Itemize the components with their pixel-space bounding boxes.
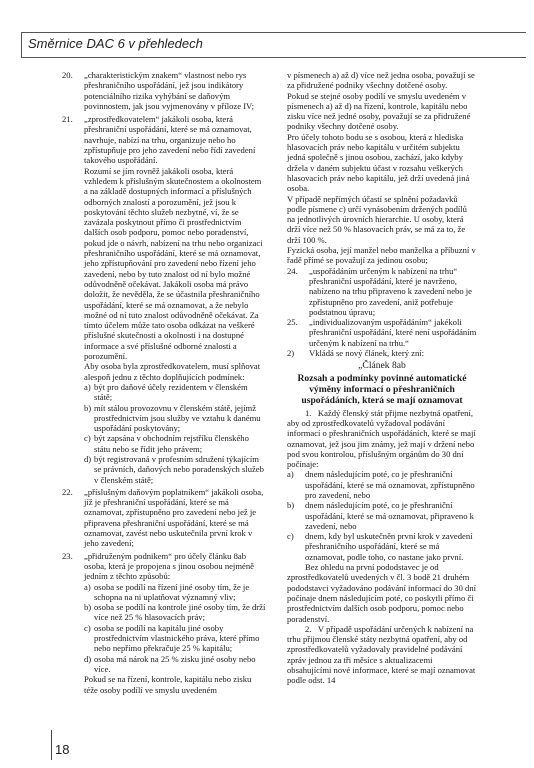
item-paragraph: Rozumí se jím rovněž jakákoli osoba, která vzhledem k příslušným skutečnostem a okolnostem a na základě dostupných informací a příslušných odborných znalostí a porozumění, jež jsou k poskytování těchto služeb nezbytné, ví, že se zavázala poskytnout přímo či prostřednictvím dalších osob podporu, pomoc nebo poradenství, pokud jde o návrh, nabízení na trhu nebo organizaci přeshraničního uspořádání, které se má oznamovat, jeho zpřístupňování pro zavedení nebo řízení jeho zavedení, nebo by tuto znalost od ní bylo možné odůvodněně očekávat. Jakákoli osoba má právo doložit, že nevěděla, že se účastnila přeshraničního uspořádání, které se má oznamovat, a že nebylo možné od ní tuto znalost odůvodněně očekávat. Za tímto účelem může tato osoba odkázat na veškeré příslušné skutečnosti a okolnosti i na dostupné informace a své příslušné odborné znalosti a porozumění.: [84, 165, 263, 362]
sub-letter: d): [84, 653, 92, 664]
item-paragraph: Pokud se na řízení, kontrole, kapitálu nebo zisku téže osoby podílí ve smyslu uvedeném: [84, 674, 252, 695]
paragraph-number: 2.: [305, 623, 312, 634]
sub-letter: c): [84, 433, 91, 444]
link-c: [84, 623, 266, 654]
paragraph: Bez ohledu na první pododstavec je od zprostředkovatelů uvedených v čl. 3 bodě 21 druhém pododstavci vyžadováno podávání informací do 30 dní počínaje dnem následujícím poté, co poskytli přímo či prostřednictvím dalších osob podporu, pomoc nebo poradenství.: [287, 562, 477, 624]
sub-letter: c): [84, 622, 91, 633]
sub-letter: c): [287, 531, 294, 542]
item-number: 2): [287, 348, 295, 359]
sub-text: osoba se podílí na kontrole jiné osoby tím, že drží více než 25 % hlasovacích práv;: [94, 602, 266, 623]
right-column: [287, 70, 477, 686]
sub-letter: a): [287, 469, 294, 480]
sub-text: osoba se podílí na řízení jiné osoby tím, že je schopna na ni uplatňovat významný vliv;: [94, 581, 250, 602]
paragraph: Fyzická osoba, její manžel nebo manželka a příbuzní v řadě přímé se považují za jedinou osobu;: [287, 245, 476, 266]
item-paragraph: Aby osoba byla zprostředkovatelem, musí splňovat alespoň jednu z těchto doplňujících podmínek:: [84, 361, 261, 382]
sub-letter: a): [84, 581, 91, 592]
item-text: „uspořádáním určeným k nabízení na trhu“ přeshraniční uspořádání, které je navrženo, nabízeno na trhu připraveno k zavedení nebo je zpřístupněno pro zavedení, aniž potřebuje podstatnou úpravu;: [309, 265, 472, 317]
sub-letter: b): [287, 500, 295, 511]
deadline-b: [287, 500, 477, 531]
item-number: 20.: [62, 70, 73, 80]
link-a: [84, 582, 266, 603]
condition-d: [84, 454, 266, 485]
link-b: [84, 602, 266, 623]
paragraph-number: 1.: [305, 407, 312, 418]
item-number: 23.: [62, 550, 73, 561]
article-title: Rozsah a podmínky povinné automatické výměny informací o přeshraničních uspořádáních, která se mají oznamovat: [297, 372, 467, 406]
sub-text: být zapsána v obchodním rejstříku členského státu nebo se řídit jeho právem;: [94, 433, 249, 454]
deadline-a: [287, 469, 477, 500]
page-number-rule: [51, 730, 52, 760]
item-number: 22.: [62, 486, 73, 497]
definition-item-22: [62, 487, 266, 549]
condition-a: [84, 382, 266, 403]
article-paragraph-1: [287, 408, 477, 470]
sub-letter: b): [84, 402, 92, 413]
sub-letter: b): [84, 602, 92, 613]
sub-text: dnem následujícím poté, co je přeshraniční uspořádání, které se má oznamovat, zpřístupněno pro zavedení, nebo: [305, 469, 475, 500]
sub-text: osoba se podílí na kapitálu jiné osoby prostřednictvím vlastnického práva, které přímo nebo nepřímo překračuje 25 % kapitálu;: [94, 622, 260, 654]
paragraph: V případě nepřímých účastí se splnění požadavků podle písmene c) určí vynásobením držených podílů na jednotlivých úrovních hierarchie. U osoby, která drží více než 50 % hlasovacích práv, se má za to, že drží 100 %.: [287, 193, 467, 245]
definition-item-23: [62, 551, 266, 695]
condition-b: [84, 403, 266, 434]
condition-c: [84, 433, 266, 454]
item-text: „příslušným daňovým poplatníkem“ jakákoli osoba, jíž je přeshraniční uspořádání, které se má oznamovat, zpřístupněno pro zavedení nebo jež je připravena přeshraniční uspořádání, které se má oznamovat, zavést nebo uskutečnila první krok v jeho zavedení;: [84, 486, 264, 549]
running-header-title: Směrnice DAC 6 v přehledech: [28, 36, 203, 51]
definition-item-21: [62, 114, 266, 485]
sub-text: dnem následujícím poté, co je přeshraniční uspořádání, které se má oznamovat, připraveno k zavedení, nebo: [305, 500, 474, 531]
paragraph-text: Každý členský stát přijme nezbytná opatření, aby od zprostředkovatelů vyžadoval podávání informací o přeshraničních uspořádáních, které se mají oznamovat, jež jsou jim známy, jež mají v držení nebo pod svou kontrolou, příslušným orgánům do 30 dní počínaje:: [287, 407, 476, 470]
sub-text: být pro daňové účely rezidentem v členském státě;: [94, 381, 248, 403]
definition-item-25: [287, 317, 477, 348]
item-text: Vkládá se nový článek, který zní:: [309, 348, 425, 359]
sub-text: být registrovaná v profesním sdružení týkajícím se právních, daňových nebo poradenských služeb v členském státě;: [94, 453, 264, 485]
item-text: „individualizovaným uspořádáním“ jakékoli přeshraniční uspořádání, které není uspořádáním určeným k nabízení na trhu.“: [309, 317, 477, 348]
item-text: „přidruženým podnikem“ pro účely článku 8ab osoba, která je propojena s jinou osobou nejméně jedním z těchto způsobů:: [84, 550, 254, 582]
sub-text: mít stálou provozovnu v členském státě, jejímž prostřednictvím jsou služby ve vztahu k danému uspořádání poskytovány;: [94, 402, 261, 434]
item-text: „charakteristickým znakem“ vlastnost nebo rys přeshraničního uspořádání, jež jsou indikátory potenciálního rizika vyhýbání se daňovým povinnostem, jak jsou vyjmenovány v příloze IV;: [84, 70, 255, 111]
page-number: 18: [55, 742, 70, 757]
definition-item-20: [62, 70, 266, 111]
sub-text: dnem, kdy byl uskutečněn první krok v zavedení přeshraničního uspořádání, které se má oznamovat, podle toho, co nastane jako první.: [305, 531, 473, 562]
amendment-point-2: [287, 348, 477, 358]
sub-text: osoba má nárok na 25 % zisku jiné osoby nebo více.: [94, 653, 256, 674]
definition-item-24: [287, 266, 477, 317]
item-text: „zprostředkovatelem“ jakákoli osoba, která přeshraniční uspořádání, které se má oznamovat, navrhuje, nabízí na trhu, organizuje nebo ho zpřístupňuje pro jeho zavedení nebo řídí zavedení takového uspořádání.: [84, 114, 256, 166]
article-label: „Článek 8ab: [358, 360, 406, 372]
article-paragraph-2: [287, 624, 477, 686]
link-d: [84, 654, 266, 675]
sub-letter: d): [84, 453, 92, 464]
item-number: 24.: [287, 265, 298, 276]
paragraph-text: V případě uspořádání určených k nabízení na trhu přijmou členské státy nezbytná opatření, aby od zprostředkovatelů vyžadovaly pravidelné podávání zpráv jednou za tři měsíce s aktualizacemi obsahujícími nové informace, které se mají oznamovat podle odst. 14: [287, 623, 476, 686]
sub-letter: a): [84, 381, 91, 392]
item-number: 21.: [62, 114, 73, 125]
left-column: [62, 70, 266, 695]
paragraph: Pro účely tohoto bodu se s osobou, která z hlediska hlasovacích práv nebo kapitálu v určitém subjektu jedná společně s jinou osobou, zachází, jako kdyby držela v daném subjektu účast v rozsahu veškerých hlasovacích práv nebo kapitálu, jež drží uvedená jiná osoba.: [287, 131, 470, 194]
item-number: 25.: [287, 317, 298, 328]
paragraph: Pokud se stejné osoby podílí ve smyslu uvedeném v písmenech a) až d) na řízení, kontrole, kapitálu nebo zisku více než jedné osoby, považují se za přidružené podniky všechny dotčené osoby.: [287, 90, 471, 132]
deadline-c: [287, 531, 477, 562]
paragraph: v písmenech a) až d) více než jedna osoba, považují se za přidružené podniky všechny dotčené osoby.: [287, 70, 475, 91]
